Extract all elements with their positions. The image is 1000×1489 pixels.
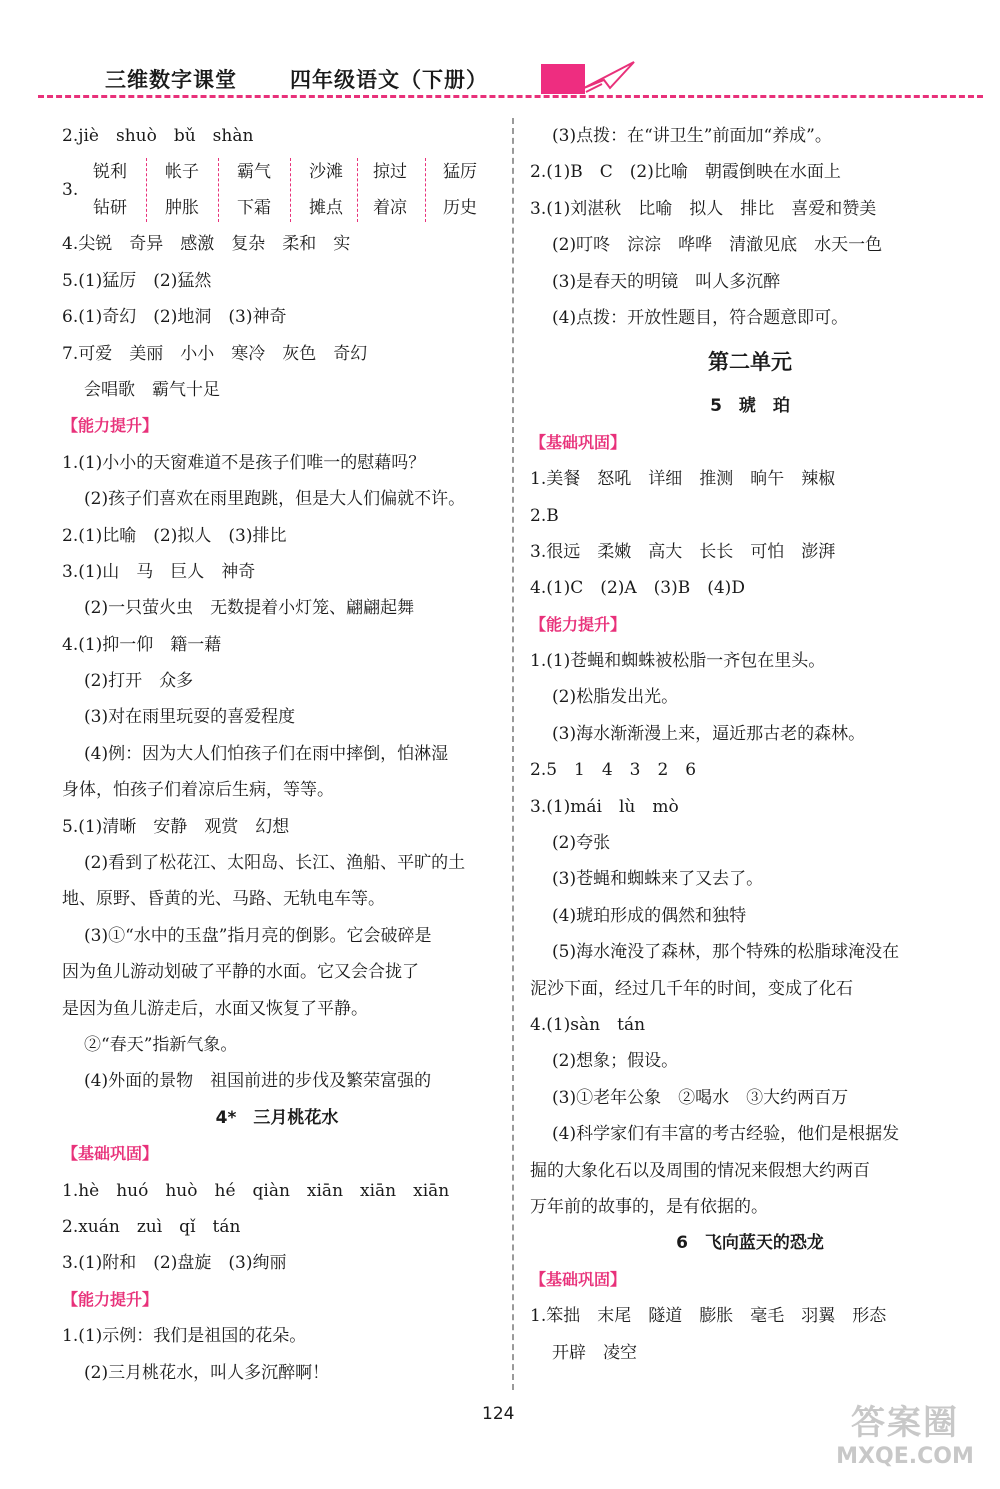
- grid-number: 3.: [62, 180, 79, 201]
- watermark-logo: [820, 1395, 990, 1485]
- grid-separator: [290, 158, 291, 222]
- word-grid: [62, 154, 492, 226]
- grid-cell: 钻研: [93, 198, 127, 219]
- left-column: [62, 118, 492, 1391]
- paper-plane-icon: [580, 58, 640, 94]
- answer-line: 掘的大象化石以及周围的情况来假想大约两百: [530, 1160, 870, 1181]
- tag-label: 【能力提升】: [62, 416, 159, 436]
- answer-line: (3)①老年公象 ②喝水 ③大约两百万: [552, 1087, 849, 1108]
- answer-line: 泥沙下面，经过几千年的时间，变成了化石: [530, 978, 853, 999]
- answer-line: 会唱歌 霸气十足: [84, 379, 220, 400]
- section-tag: [62, 408, 492, 444]
- answer-line: 1.hè huó huò hé qiàn xiān xiān xiān: [62, 1180, 450, 1201]
- answer-line: (2)叮咚 淙淙 哗哗 清澈见底 水天一色: [552, 235, 883, 256]
- answer-line: 5.(1)猛厉 (2)猛然: [62, 270, 212, 291]
- tag-label: 【基础巩固】: [530, 432, 627, 452]
- answer-line: (2)夸张: [552, 833, 611, 854]
- answer-line: 6.(1)奇幻 (2)地洞 (3)神奇: [62, 307, 287, 328]
- grid-cell: 猛厉: [443, 162, 477, 183]
- lesson-title: 4* 三月桃花水: [215, 1107, 339, 1128]
- answer-line: 4.尖锐 奇异 感激 复杂 柔和 实: [62, 234, 351, 255]
- answer-line: (2)松脂发出光。: [552, 687, 679, 708]
- answer-line: 地、原野、昏黄的光、马路、无轨电车等。: [62, 889, 385, 910]
- tag-label: 【能力提升】: [62, 1289, 159, 1309]
- answer-line: 身体，怕孩子们着凉后生病，等等。: [62, 780, 334, 801]
- answer-line: (3)对在雨里玩耍的喜爱程度: [84, 707, 296, 728]
- grid-cell: 帐子: [165, 162, 199, 183]
- lesson-title: 5 琥 珀: [710, 396, 790, 417]
- answer-line: 是因为鱼儿游走后，水面又恢复了平静。: [62, 998, 368, 1019]
- page-header: [0, 0, 1000, 100]
- watermark-url: MXQE.COM: [836, 1444, 974, 1469]
- grid-cell: 肿胀: [165, 198, 199, 219]
- answer-line: (3)①“水中的玉盘”指月亮的倒影。它会破碎是: [84, 925, 432, 946]
- answer-line: (4)外面的景物 祖国前进的步伐及繁荣富强的: [84, 1071, 432, 1092]
- answer-line: 开辟 凌空: [552, 1342, 637, 1363]
- watermark-text: 答案圈: [851, 1403, 959, 1443]
- answer-line: 3.(1)刘湛秋 比喻 拟人 排比 喜爱和赞美: [530, 198, 877, 219]
- answer-line: 2.B: [530, 505, 559, 526]
- answer-line: 7.可爱 美丽 小小 寒冷 灰色 奇幻: [62, 343, 368, 364]
- answer-line: (2)想象；假设。: [552, 1051, 679, 1072]
- unit-heading: 第二单元: [708, 350, 792, 375]
- grid-separator: [425, 158, 426, 222]
- section-tag: [530, 425, 970, 461]
- answer-line: (2)打开 众多: [84, 671, 194, 692]
- book-title: 四年级语文（下册）: [290, 68, 488, 92]
- tag-label: 【能力提升】: [530, 614, 627, 634]
- answer-line: (4)琥珀形成的偶然和独特: [552, 905, 747, 926]
- grid-cell: 沙滩: [309, 162, 343, 183]
- pink-block-icon: [541, 64, 585, 94]
- tag-label: 【基础巩固】: [62, 1144, 159, 1164]
- answer-line: 2.xuán zuì qǐ tán: [62, 1216, 241, 1237]
- header-divider: [38, 95, 983, 98]
- grid-cell: 历史: [443, 198, 477, 219]
- answer-line: 1.(1)苍蝇和蜘蛛被松脂一齐包在里头。: [530, 651, 826, 672]
- answer-line: 2.5 1 4 3 2 6: [530, 760, 697, 781]
- answer-line: (2)三月桃花水，叫人多沉醉啊！: [84, 1362, 330, 1383]
- answer-line: (2)孩子们喜欢在雨里跑跳，但是大人们偏就不许。: [84, 489, 466, 510]
- page-number: 124: [482, 1404, 515, 1424]
- lesson-title: 6 飞向蓝天的恐龙: [676, 1233, 824, 1254]
- answer-line: 3.(1)山 马 巨人 神奇: [62, 561, 256, 582]
- answer-line: 因为鱼儿游动划破了平静的水面。它又会合拢了: [62, 962, 419, 983]
- grid-cell: 掠过: [373, 162, 407, 183]
- answer-line: 2.jiè shuò bǔ shàn: [62, 126, 254, 146]
- grid-separator: [218, 158, 219, 222]
- answer-line: (4)点拨：开放性题目，符合题意即可。: [552, 307, 849, 328]
- column-divider: [512, 118, 514, 1390]
- right-column: [530, 118, 970, 1371]
- answer-line: (3)苍蝇和蜘蛛来了又去了。: [552, 869, 764, 890]
- answer-line: 2.(1)B C (2)比喻 朝霞倒映在水面上: [530, 162, 841, 183]
- answer-line: 1.(1)小小的天窗难道不是孩子们唯一的慰藉吗？: [62, 452, 426, 473]
- answer-line: (4)例：因为大人们怕孩子们在雨中摔倒，怕淋湿: [84, 743, 449, 764]
- section-tag: [530, 607, 970, 643]
- grid-separator: [357, 158, 358, 222]
- series-title: 三维数字课堂: [105, 68, 237, 92]
- grid-cell: 下霜: [237, 198, 271, 219]
- answer-line: (5)海水淹没了森林，那个特殊的松脂球淹没在: [552, 942, 900, 963]
- answer-line: 1.(1)示例：我们是祖国的花朵。: [62, 1326, 307, 1347]
- tag-label: 【基础巩固】: [530, 1269, 627, 1289]
- answer-line: 2.(1)比喻 (2)拟人 (3)排比: [62, 525, 287, 546]
- answer-line: 4.(1)抑一仰 籍一藉: [62, 634, 222, 655]
- answer-line: (2)看到了松花江、太阳岛、长江、渔船、平旷的土: [84, 853, 466, 874]
- answer-line: 4.(1)sàn tán: [530, 1014, 646, 1035]
- answer-line: (4)科学家们有丰富的考古经验，他们是根据发: [552, 1124, 900, 1145]
- grid-cell: 着凉: [373, 198, 407, 219]
- grid-separator: [146, 158, 147, 222]
- grid-cell: 锐利: [93, 162, 127, 183]
- answer-line: 5.(1)清晰 安静 观赏 幻想: [62, 816, 290, 837]
- grid-cell: 霸气: [237, 162, 271, 183]
- section-tag: [530, 1262, 970, 1298]
- answer-line: (3)海水渐渐漫上来，逼近那古老的森林。: [552, 723, 866, 744]
- answer-line: 3.(1)mái lù mò: [530, 796, 679, 817]
- answer-line: 4.(1)C (2)A (3)B (4)D: [530, 578, 745, 599]
- answer-line: 1.美餐 怒吼 详细 推测 晌午 辣椒: [530, 469, 836, 490]
- answer-line: 3.很远 柔嫩 高大 长长 可怕 澎湃: [530, 541, 836, 562]
- answer-line: (3)是春天的明镜 叫人多沉醉: [552, 271, 781, 292]
- answer-line: 1.笨拙 末尾 隧道 膨胀 毫毛 羽翼 形态: [530, 1306, 887, 1327]
- section-tag: [62, 1136, 492, 1172]
- answer-line: 万年前的故事的，是有依据的。: [530, 1196, 768, 1217]
- answer-line: 3.(1)附和 (2)盘旋 (3)绚丽: [62, 1253, 287, 1274]
- answer-line: (3)点拨：在“讲卫生”前面加“养成”。: [552, 126, 832, 146]
- grid-cell: 摊点: [309, 198, 343, 219]
- section-tag: [62, 1282, 492, 1318]
- answer-line: ②“春天”指新气象。: [84, 1034, 238, 1055]
- answer-line: (2)一只萤火虫 无数提着小灯笼、翩翩起舞: [84, 598, 415, 619]
